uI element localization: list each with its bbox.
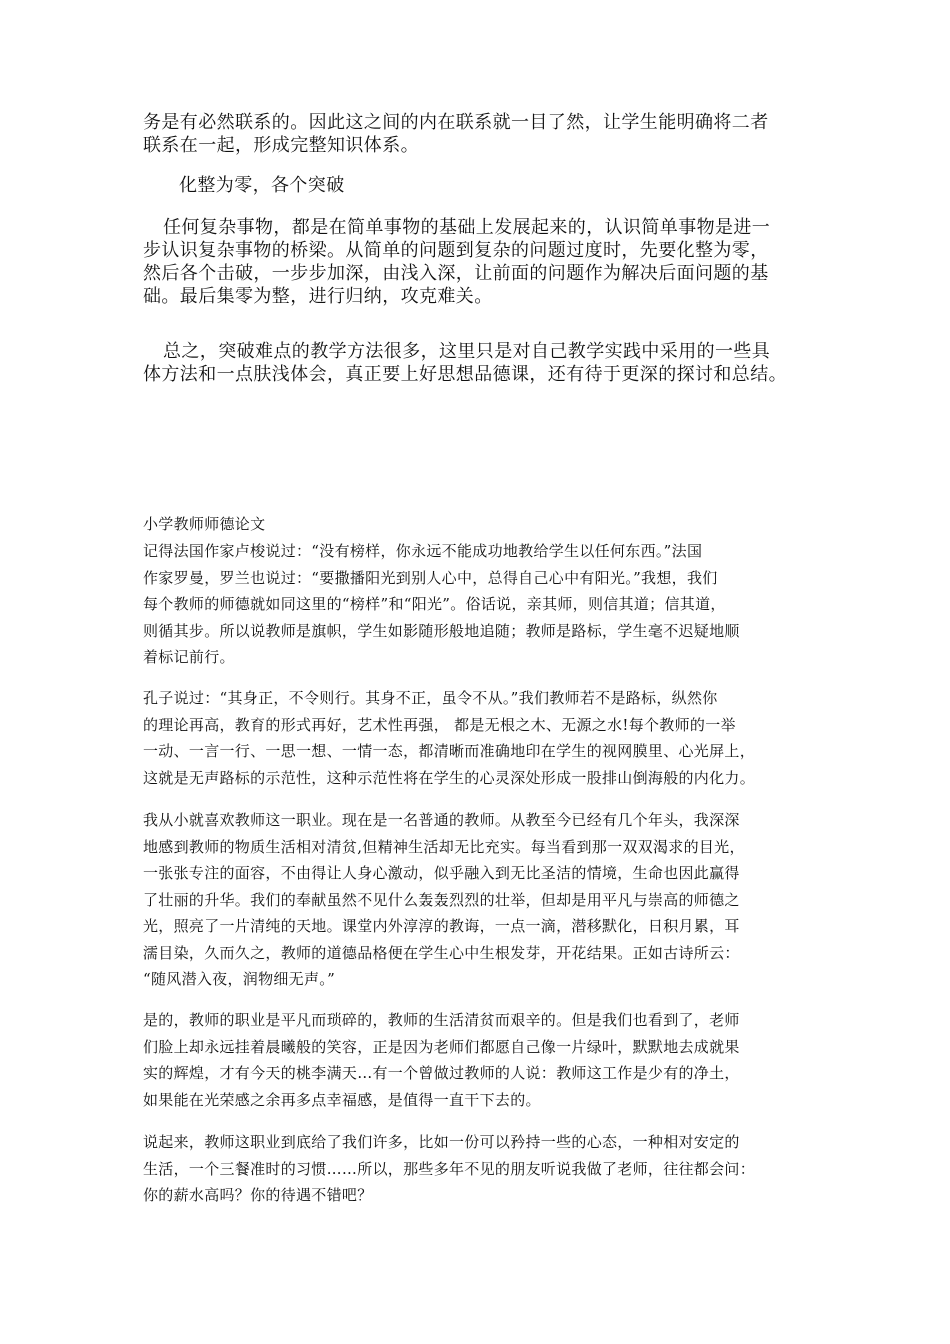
text-line: 一张张专注的面容，不由得让人身心激动，似乎融入到无比圣洁的情境，生命也因此赢得 — [143, 864, 740, 882]
text-line: 孔子说过：“其身正，不令则行。其身不正，虽令不从。”我们教师若不是路标，纵然你 — [143, 689, 718, 707]
text-line: 说起来，教师这职业到底给了我们许多，比如一份可以矜持一些的心态，一种相对安定的 — [143, 1133, 740, 1151]
section-heading — [143, 174, 815, 197]
article-title — [143, 511, 815, 538]
text-line: 光，照亮了一片清纯的天地。课堂内外淳淳的教诲，一点一滴，潜移默化，日积月累，耳 — [143, 917, 740, 935]
text-line: 联系在一起，形成完整知识体系。 — [143, 135, 419, 156]
text-line: 着标记前行。 — [143, 648, 235, 666]
text-line: 实的辉煌，才有今天的桃李满天…有一个曾做过教师的人说：教师这工作是少有的净土， — [143, 1064, 740, 1082]
intro-paragraph — [143, 111, 815, 157]
article-paragraph-3 — [143, 807, 815, 993]
text-line: 每个教师的师德就如同这里的“榜样”和“阳光”。俗话说，亲其师，则信其道；信其道， — [143, 595, 726, 613]
article-paragraph-4 — [143, 1007, 815, 1113]
text-line: 如果能在光荣感之余再多点幸福感，是值得一直干下去的。 — [143, 1090, 541, 1109]
text-line: 体方法和一点肤浅体会，真正要上好思想品德课，还有待于更深的探讨和总结。 — [143, 364, 787, 385]
body-paragraph — [143, 216, 815, 308]
text-line: 们脸上却永远挂着晨曦般的笑容，正是因为老师们都愿自己像一片绿叶，默默地去成就果 — [143, 1037, 740, 1056]
text-line: 础。最后集零为整，进行归纳，攻克难关。 — [143, 286, 493, 307]
text-line: 了壮丽的升华。我们的奉献虽然不见什么轰轰烈烈的壮举，但却是用平凡与崇高的师德之 — [143, 890, 740, 909]
text-line: 的理论再高，教育的形式再好，艺术性再强， 都是无根之木、无源之水!每个教师的一举 — [143, 715, 736, 734]
text-line: 作家罗曼，罗兰也说过：“要撒播阳光到别人心中，总得自己心中有阳光。”我想，我们 — [143, 568, 718, 587]
text-line: 总之，突破难点的教学方法很多，这里只是对自己教学实践中采用的一些具 — [163, 341, 771, 362]
text-line: 地感到教师的物质生活相对清贫,但精神生活却无比充实。每当看到那一双双渴求的目光， — [143, 837, 745, 856]
article-paragraph-5 — [143, 1129, 815, 1209]
text-line: 任何复杂事物，都是在简单事物的基础上发展起来的，认识简单事物是进一 — [163, 217, 771, 238]
text-line: 濡目染，久而久之，教师的道德品格便在学生心中生根发芽，开花结果。正如古诗所云： — [143, 943, 740, 962]
conclusion-paragraph — [143, 340, 815, 386]
text-line: 然后各个击破，一步步加深，由浅入深，让前面的问题作为解决后面问题的基 — [143, 263, 769, 284]
text-line: 则循其步。所以说教师是旗帜，学生如影随形般地追随；教师是路标，学生毫不迟疑地顺 — [143, 621, 740, 640]
article-paragraph-1 — [143, 538, 815, 671]
text-line: 生活，一个三餐准时的习惯……所以，那些多年不见的朋友听说我做了老师，往往都会问： — [143, 1159, 756, 1178]
text-line: 这就是无声路标的示范性，这种示范性将在学生的心灵深处形成一股排山倒海般的内化力。 — [143, 768, 756, 787]
text-line: 记得法国作家卢梭说过：“没有榜样，你永远不能成功地教给学生以任何东西。”法国 — [143, 542, 703, 560]
text-line: 步认识复杂事物的桥梁。从简单的问题到复杂的问题过度时，先要化整为零， — [143, 240, 769, 261]
text-line: 务是有必然联系的。因此这之间的内在联系就一目了然，让学生能明确将二者 — [143, 112, 769, 133]
text-line: “随风潜入夜，润物细无声。” — [143, 970, 336, 988]
article-paragraph-2 — [143, 685, 815, 791]
text-line: 是的，教师的职业是平凡而琐碎的，教师的生活清贫而艰辛的。但是我们也看到了，老师 — [143, 1011, 740, 1029]
title-text: 小学教师师德论文 — [143, 515, 266, 533]
heading-text: 化整为零，各个突破 — [179, 175, 345, 196]
text-line: 你的薪水高吗？你的待遇不错吧？ — [143, 1186, 373, 1204]
text-line: 我从小就喜欢教师这一职业。现在是一名普通的教师。从教至今已经有几个年头，我深深 — [143, 811, 740, 829]
text-line: 一动、一言一行、一思一想、一情一态，都清晰而准确地印在学生的视网膜里、心光屏上， — [143, 742, 756, 760]
